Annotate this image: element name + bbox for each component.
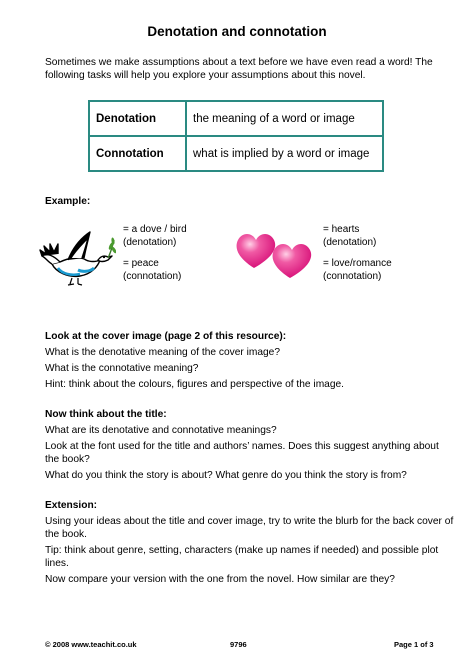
title-question-2-line-1: Look at the font used for the title and authors’ names. Does this suggest anything about (45, 441, 439, 452)
extension-paragraph-1 (45, 515, 453, 541)
hearts-connotation-word: = love/romance (323, 258, 392, 269)
page-title: Denotation and connotation (147, 24, 327, 39)
cover-question-1: What is the denotative meaning of the cover image? (45, 347, 281, 358)
table-row (89, 101, 383, 136)
intro-line-1: Sometimes we make assumptions about a text before we have even read a word! The (45, 57, 433, 68)
hearts-icon (234, 228, 314, 280)
footer-code: 9796 (230, 640, 247, 649)
definitions-table (88, 100, 384, 172)
footer-page-number: Page 1 of 3 (394, 640, 434, 649)
title-question-2 (45, 440, 439, 466)
dove-denotation-label: (denotation) (123, 236, 177, 248)
hearts-connotation-label: (connotation) (323, 270, 382, 282)
dove-connotation-label: (connotation) (123, 270, 182, 282)
intro-line-2: following tasks will help you explore your assumptions about this novel. (45, 70, 366, 81)
title-question-2-line-2: the book? (45, 454, 90, 465)
definition-cell: the meaning of a word or image (186, 101, 383, 136)
extension-paragraph-1-line-2: the book. (45, 529, 87, 540)
example-heading: Example: (45, 196, 91, 207)
cover-hint: Hint: think about the colours, figures and perspective of the image. (45, 379, 345, 390)
extension-paragraph-2 (45, 544, 438, 570)
extension-paragraph-2-line-2: lines. (45, 558, 69, 569)
cover-heading: Look at the cover image (page 2 of this resource): (45, 331, 287, 342)
intro-text (45, 56, 433, 82)
extension-paragraph-1-line-1: Using your ideas about the title and cover image, try to write the blurb for the back cover of (45, 516, 454, 527)
dove-connotation-word: = peace (123, 258, 159, 269)
dove-icon (38, 226, 116, 286)
dove-caption (123, 224, 187, 283)
definition-cell: what is implied by a word or image (186, 136, 383, 171)
dove-denotation-word: = a dove / bird (123, 224, 187, 235)
table-row (89, 136, 383, 171)
footer-copyright: © 2008 www.teachit.co.uk (45, 640, 137, 649)
hearts-denotation-word: = hearts (323, 224, 360, 235)
hearts-denotation-label: (denotation) (323, 236, 377, 248)
title-question-3: What do you think the story is about? What genre do you think the story is from? (45, 470, 407, 481)
cover-question-2: What is the connotative meaning? (45, 363, 199, 374)
title-question-1: What are its denotative and connotative meanings? (45, 425, 277, 436)
term-cell: Denotation (89, 101, 186, 136)
extension-paragraph-2-line-1: Tip: think about genre, setting, characters (make up names if needed) and possible plot (45, 545, 439, 556)
extension-heading: Extension: (45, 500, 98, 511)
extension-paragraph-3: Now compare your version with the one from the novel. How similar are they? (45, 574, 395, 585)
term-cell: Connotation (89, 136, 186, 171)
hearts-caption (323, 224, 392, 283)
title-heading: Now think about the title: (45, 409, 167, 420)
